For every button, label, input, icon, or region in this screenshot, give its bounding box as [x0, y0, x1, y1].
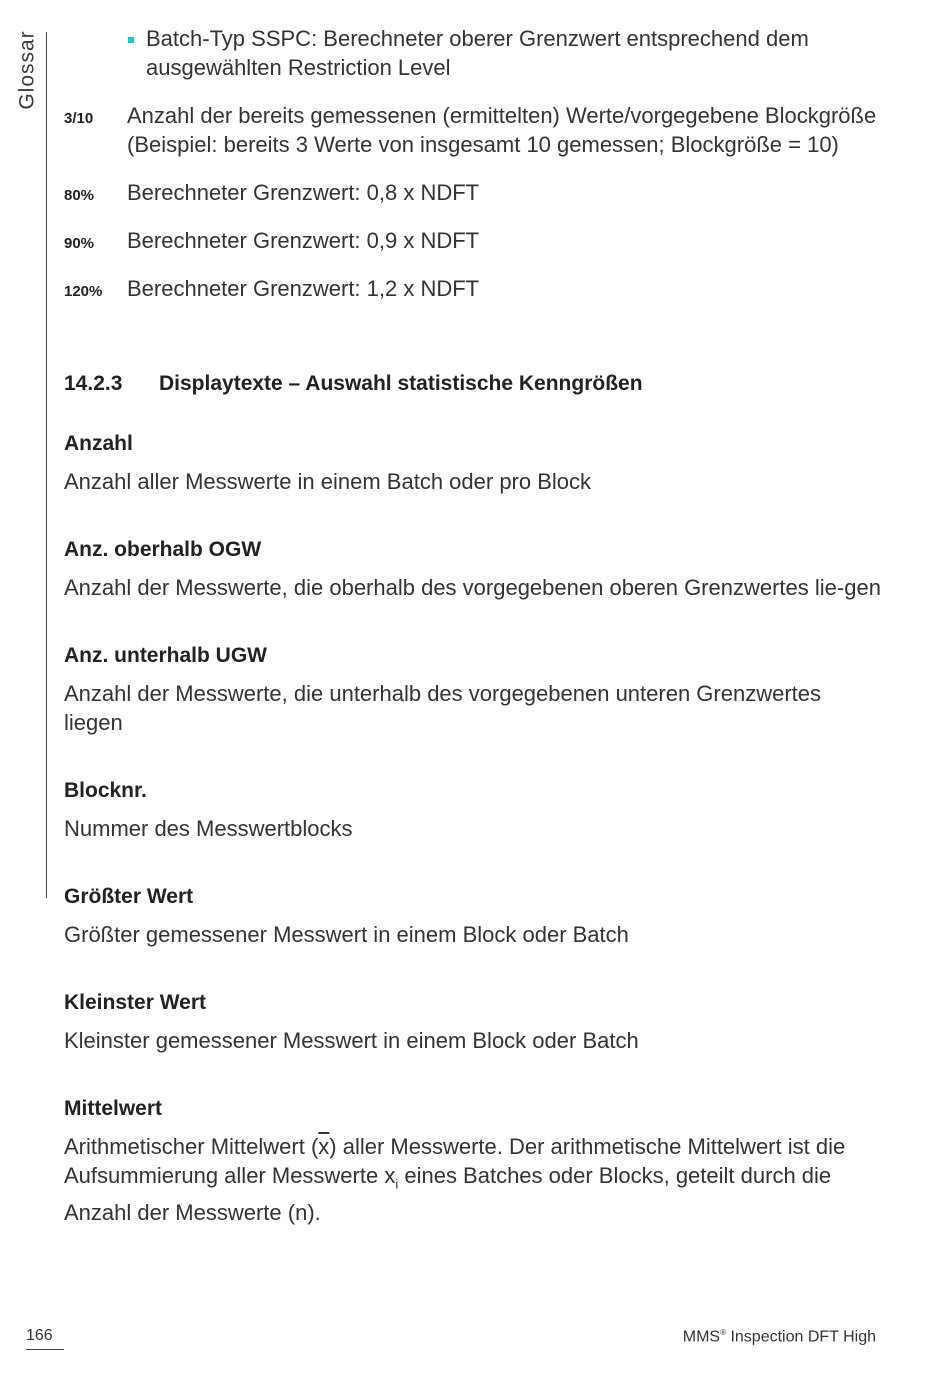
- page-number: 166: [26, 1327, 64, 1350]
- definition-text: Anzahl der bereits gemessenen (ermittelten) Werte/vorgegebene Blockgröße (Beispiel: bereits 3 Werte von insgesamt 10 gemessen; Blockgröße = 10): [127, 103, 877, 157]
- term-heading: Größter Wert: [64, 885, 194, 908]
- footer-brand: MMS: [682, 1328, 721, 1346]
- bullet-square-icon: [128, 37, 134, 43]
- definition-row: [64, 101, 884, 159]
- term-heading: Mittelwert: [64, 1097, 163, 1120]
- definition-row: [64, 178, 884, 207]
- term-heading: Anz. unterhalb UGW: [64, 644, 267, 667]
- term-heading: Anz. oberhalb OGW: [64, 538, 262, 561]
- section-heading: [64, 372, 884, 396]
- footer-title: [683, 1328, 876, 1346]
- definition-row: [64, 226, 884, 255]
- subscript-i: i: [395, 1176, 399, 1192]
- mittelwert-text-2: ) aller Messwerte. Der arithmetische Mittelwert ist die Aufsummierung aller Messwerte x: [64, 1134, 846, 1188]
- section-number: 14.2.3: [64, 372, 123, 395]
- term-heading: Kleinster Wert: [64, 991, 206, 1014]
- mittelwert-text-1: Arithmetischer Mittelwert (: [64, 1134, 319, 1159]
- term-description: Größter gemessener Messwert in einem Block oder Batch: [64, 922, 629, 947]
- definition-abbr: 90%: [64, 235, 95, 252]
- glossary-tab: [14, 30, 42, 110]
- footer-product: Inspection DFT High: [726, 1328, 876, 1346]
- mittelwert-text-3: eines Batches oder Blocks, geteilt durch die Anzahl der Messwerte (n).: [64, 1163, 832, 1226]
- bullet-text: Batch-Typ SSPC: Berechneter oberer Grenzwert entsprechend dem ausgewählten Restriction Level: [146, 26, 809, 80]
- definition-text: Berechneter Grenzwert: 1,2 x NDFT: [127, 276, 480, 301]
- term-description: Nummer des Messwertblocks: [64, 816, 353, 841]
- term-description: Anzahl aller Messwerte in einem Batch oder pro Block: [64, 469, 592, 494]
- term-heading: Anzahl: [64, 432, 133, 455]
- term-heading: Blocknr.: [64, 779, 147, 802]
- definition-abbr: 120%: [64, 283, 103, 300]
- section-title: Displaytexte – Auswahl statistische Kenngrößen: [159, 372, 643, 395]
- definition-text: Berechneter Grenzwert: 0,9 x NDFT: [127, 228, 480, 253]
- definition-row: [64, 274, 884, 303]
- mean-symbol: $\overline{x}$: [318, 1134, 330, 1159]
- term-description-mittelwert: [64, 1132, 884, 1227]
- term-description: Anzahl der Messwerte, die oberhalb des vorgegebenen oberen Grenzwertes lie-gen: [64, 575, 881, 600]
- glossary-tab-label: Glossar: [16, 30, 40, 110]
- definition-abbr: 3/10: [64, 110, 94, 127]
- definition-abbr: 80%: [64, 187, 95, 204]
- term-description: Kleinster gemessener Messwert in einem Block oder Batch: [64, 1028, 639, 1053]
- registered-mark: ®: [720, 1328, 726, 1337]
- page-content: [64, 24, 884, 1227]
- term-description: Anzahl der Messwerte, die unterhalb des vorgegebenen unteren Grenzwertes liegen: [64, 681, 822, 735]
- bullet-item: [146, 24, 884, 82]
- definition-text: Berechneter Grenzwert: 0,8 x NDFT: [127, 180, 480, 205]
- side-rule: [46, 32, 47, 898]
